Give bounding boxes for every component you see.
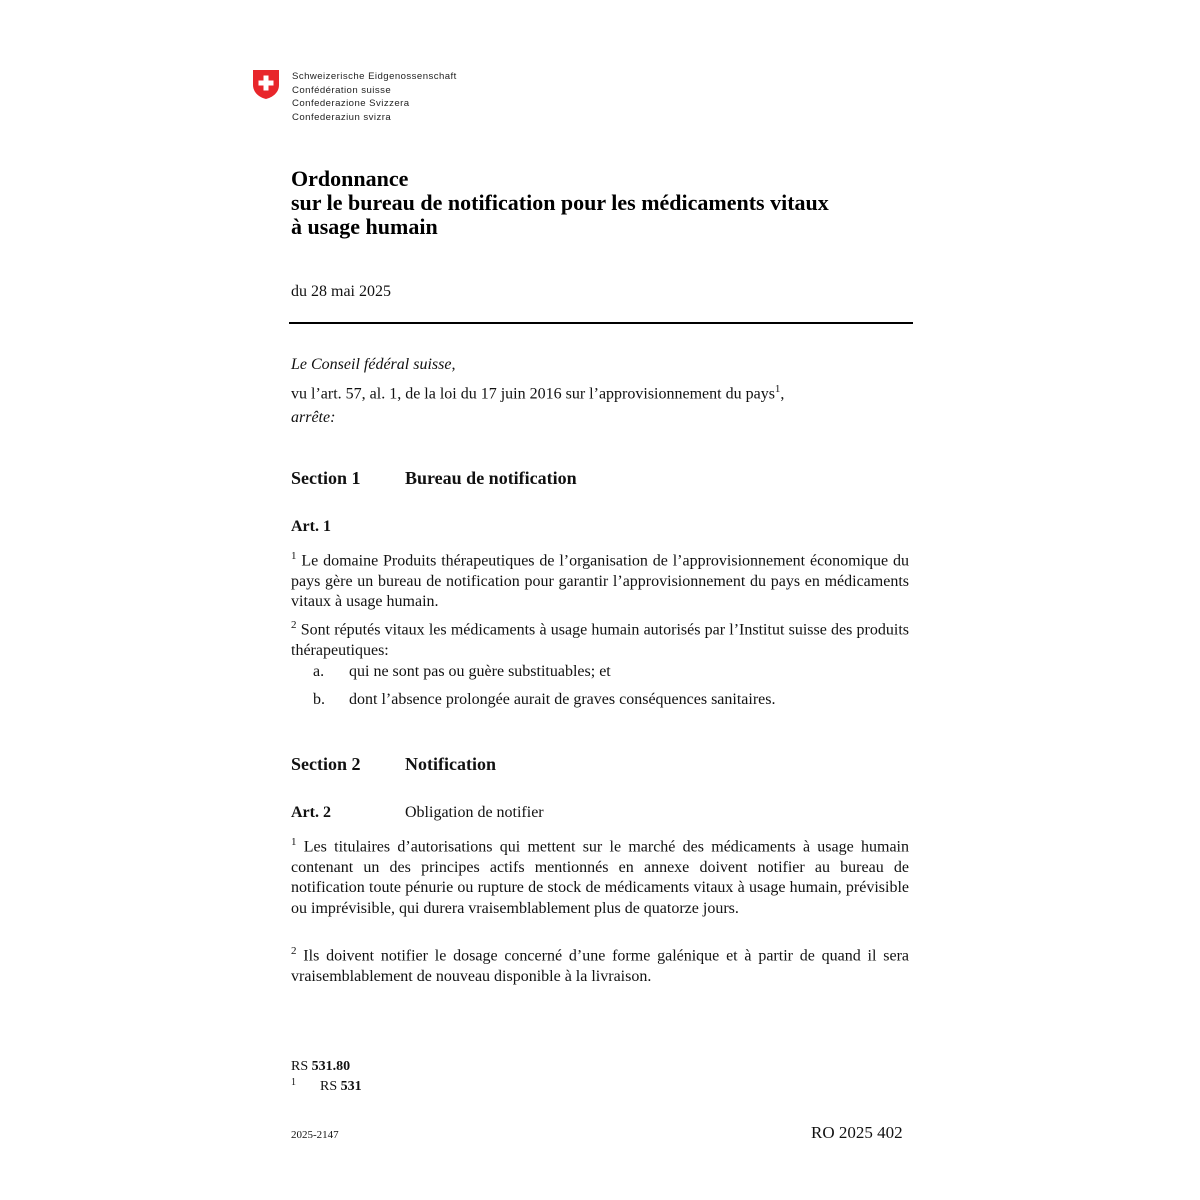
- article-1-heading: [291, 518, 405, 536]
- footnote-label: RS: [320, 1079, 338, 1094]
- confederation-name-rm: Confederaziun svizra: [292, 111, 392, 123]
- footnote-number: 1: [291, 1077, 296, 1088]
- article-2-paragraph-1: [291, 832, 909, 919]
- paragraph-number: 2: [291, 619, 297, 631]
- list-item-text: dont l’absence prolongée aurait de graves conséquences sanitaires.: [349, 691, 776, 708]
- footnote-reference: 531: [340, 1079, 362, 1094]
- paragraph-number: 1: [291, 836, 297, 848]
- footnote-1: [291, 1079, 362, 1095]
- list-item-letter: a.: [313, 663, 325, 680]
- title-divider: [289, 322, 913, 324]
- paragraph-number: 1: [291, 550, 297, 562]
- preamble-authority: Le Conseil fédéral suisse,: [291, 356, 456, 373]
- list-item-a: [313, 663, 611, 681]
- title-line-2: sur le bureau de notification pour les médicaments vitaux: [291, 190, 829, 215]
- article-2-title: Obligation de notifier: [405, 804, 544, 821]
- confederation-name-it: Confederazione Svizzera: [292, 98, 410, 109]
- rs-number: 531.80: [311, 1059, 351, 1074]
- article-2-heading: [291, 804, 544, 822]
- ro-reference: RO 2025 402: [811, 1123, 903, 1142]
- footnote-ref-1: 1: [774, 383, 781, 395]
- article-2-number: Art. 2: [291, 804, 331, 821]
- confederation-names: [292, 70, 457, 124]
- list-item-letter: b.: [313, 691, 325, 708]
- preamble: [291, 353, 784, 430]
- paragraph-text: Ils doivent notifier le dosage concerné d’une forme galénique et à partir de quand il sera vraisemblablement de nouveau disponible à la livraison.: [291, 947, 909, 985]
- preamble-basis: [291, 377, 784, 406]
- title-line-3: à usage humain: [291, 214, 438, 239]
- preamble-basis-text: vu l’art. 57, al. 1, de la loi du 17 juin 2016 sur l’approvisionnement du pays: [291, 385, 775, 403]
- confederation-name-de: Schweizerische Eidgenossenschaft: [292, 71, 457, 82]
- paragraph-text: Le domaine Produits thérapeutiques de l’organisation de l’approvisionnement économique du pays gère un bureau de notification pour garantir l’approvisionnement du pays en médicaments vitaux à usage humain.: [291, 552, 910, 611]
- article-2-paragraph-2: [291, 941, 909, 987]
- preamble-basis-end: ,: [780, 385, 785, 403]
- section-1-heading: [291, 468, 577, 489]
- section-1-title: Bureau de notification: [405, 468, 577, 488]
- document-id: 2025-2147: [291, 1129, 339, 1141]
- paragraph-number: 2: [291, 945, 297, 957]
- preamble-decree: arrête:: [291, 409, 336, 427]
- rs-label: RS: [291, 1059, 309, 1074]
- confederation-name-fr: Confédération suisse: [292, 84, 392, 96]
- swiss-coat-of-arms-icon: [252, 69, 280, 100]
- article-1-number: Art. 1: [291, 518, 331, 535]
- section-2-title: Notification: [405, 754, 496, 774]
- document-date: du 28 mai 2025: [291, 283, 391, 300]
- document-title: [291, 167, 829, 239]
- paragraph-text: Les titulaires d’autorisations qui mettent sur le marché des médicaments à usage humain contenant un des principes actifs mentionnés en annexe doivent notifier au bureau de notification toute pénurie ou rupture de stock de médicaments vitaux à usage humain, prévisible ou imprévisible, qui durera vraisemblablement plus de quatorze jours.: [291, 838, 909, 917]
- article-1-paragraph-2: [291, 615, 909, 661]
- list-item-text: qui ne sont pas ou guère substituables; et: [349, 663, 611, 680]
- section-1-number: Section 1: [291, 468, 361, 488]
- list-item-b: [313, 691, 776, 709]
- paragraph-text: Sont réputés vitaux les médicaments à usage humain autorisés par l’Institut suisse des produits thérapeutiques:: [291, 621, 909, 659]
- rs-reference: [291, 1059, 350, 1075]
- section-2-number: Section 2: [291, 754, 361, 774]
- title-line-1: Ordonnance: [291, 166, 409, 191]
- article-1-paragraph-1: [291, 546, 909, 613]
- section-2-heading: [291, 754, 496, 775]
